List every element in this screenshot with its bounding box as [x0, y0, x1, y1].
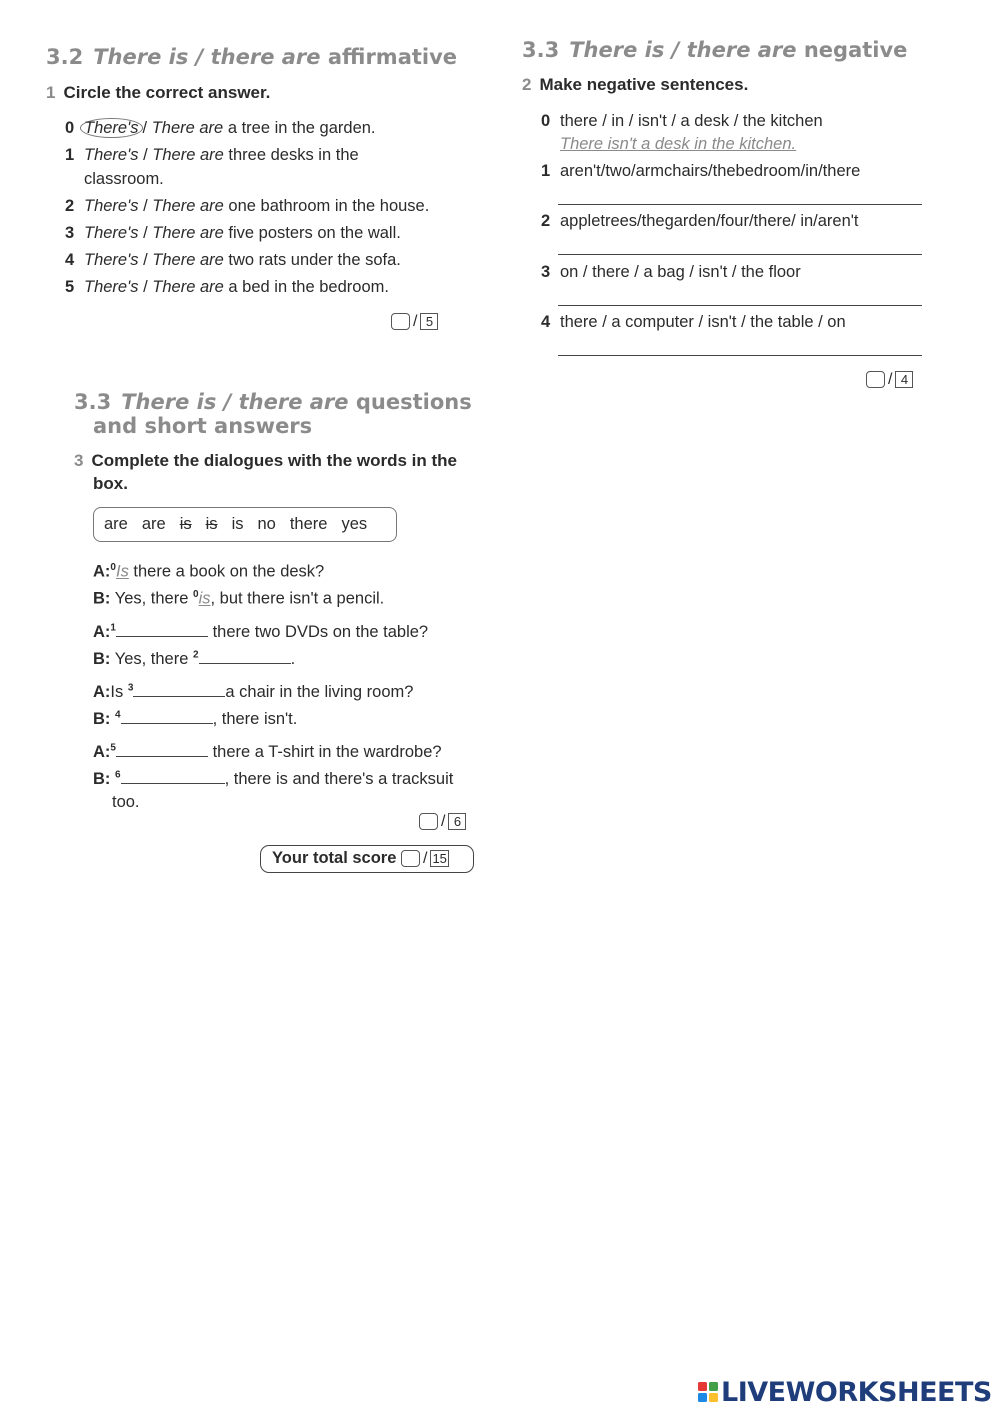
answer-line-1[interactable] — [558, 204, 922, 205]
item-number: 0 — [65, 119, 75, 137]
circle-item-4: 4 There's / There are two rats under the sofa. — [65, 251, 401, 269]
total-score — [401, 850, 449, 867]
negative-item-4 — [541, 313, 846, 332]
dialogue-line-a2 — [93, 682, 413, 702]
speaker-a: A: — [93, 623, 111, 641]
gap-6-input[interactable] — [121, 769, 225, 784]
speaker-a: A: — [93, 683, 111, 701]
circle-item-0: 0 There's / There are a tree in the garden. — [65, 119, 376, 137]
total-score-max: 15 — [432, 851, 447, 867]
negative-item-3 — [541, 263, 801, 282]
item-prompt: there / in / isn't / a desk / the kitchen — [560, 112, 823, 130]
score-input-box[interactable] — [866, 371, 885, 388]
word-chip: are — [141, 515, 166, 533]
item-number: 3 — [541, 263, 551, 281]
section-number: 3.3 — [74, 390, 112, 414]
speaker-b: B: — [93, 589, 111, 608]
dialogue-line-a1 — [93, 622, 428, 642]
gap-5-input[interactable] — [116, 742, 208, 757]
option-b[interactable]: There are — [152, 278, 224, 296]
title-rest: questions — [355, 390, 472, 414]
word-chip: is — [231, 515, 244, 533]
gap-number: 2 — [193, 649, 199, 661]
answer-line-2[interactable] — [558, 254, 922, 255]
dialogue-line-b2 — [93, 709, 297, 729]
circle-item-1: 1 There's / There are three desks in the — [65, 146, 359, 164]
section-title-line-2: and short answers — [93, 414, 313, 438]
score-total: 5 — [420, 313, 438, 330]
score-total: 4 — [895, 371, 913, 388]
option-a-circled[interactable]: There's — [80, 118, 143, 138]
gap-number: 6 — [115, 769, 121, 781]
score-separator: / — [888, 371, 893, 388]
circle-item-2: 2 There's / There are one bathroom in the house. — [65, 197, 430, 215]
item-number: 0 — [541, 112, 551, 130]
dialogue-line-b1 — [93, 649, 295, 669]
instruction-text-continued: box. — [93, 474, 128, 493]
gap-3-input[interactable] — [133, 682, 225, 697]
instruction-text: Make negative sentences. — [539, 75, 749, 94]
option-a[interactable]: There's — [84, 251, 139, 269]
instruction-number: 2 — [522, 75, 532, 94]
logo-text: LIVEWORKSHEETS — [721, 1377, 992, 1408]
total-score-box — [260, 845, 474, 873]
item-number: 3 — [65, 224, 75, 242]
score-total: 6 — [448, 813, 466, 830]
word-chip: yes — [341, 515, 368, 533]
item-number: 2 — [65, 197, 75, 215]
instruction-3 — [74, 451, 457, 471]
option-a[interactable]: There's — [84, 224, 139, 242]
gap-1-input[interactable] — [116, 622, 208, 637]
speaker-b: B: — [93, 710, 111, 728]
gap-number: 3 — [127, 682, 134, 694]
instruction-1 — [46, 83, 270, 103]
speaker-b: B: — [93, 770, 111, 788]
instruction-text: Complete the dialogues with the words in the — [91, 451, 457, 470]
option-a[interactable]: There's — [84, 278, 139, 296]
word-chip: there — [289, 515, 328, 533]
dialogue-line-b0 — [93, 589, 384, 609]
gap-number: 0 — [110, 562, 116, 573]
section-number: 3.2 — [46, 45, 84, 69]
negative-item-2 — [541, 212, 859, 231]
word-chip: no — [257, 515, 276, 533]
dialogue-text-continued: too. — [112, 793, 140, 811]
title-rest: affirmative — [327, 45, 458, 69]
circle-item-5: 5 There's / There are a bed in the bedroom. — [65, 278, 389, 296]
dialogue-text: a chair in the living room? — [225, 683, 414, 701]
section-3-3-questions-title — [74, 390, 472, 415]
item-number: 1 — [541, 162, 551, 180]
instruction-2 — [522, 75, 748, 95]
item-text: one bathroom in the house. — [228, 197, 430, 215]
instruction-number: 3 — [74, 451, 84, 470]
item-number: 4 — [541, 313, 551, 331]
option-b[interactable]: There are — [152, 224, 224, 242]
dialogue-text: Yes, there — [110, 650, 193, 668]
word-box — [93, 507, 397, 542]
total-score-label: Your total score — [272, 849, 397, 867]
dialogue-text: , but there isn't a pencil. — [210, 589, 385, 608]
dialogue-text: . — [290, 650, 296, 668]
gap-number: 1 — [110, 622, 116, 634]
option-a[interactable]: There's — [84, 197, 139, 215]
score-section-3 — [419, 813, 466, 831]
liveworksheets-logo — [697, 1377, 992, 1408]
item-prompt: aren't/two/armchairs/thebedroom/in/there — [560, 162, 861, 180]
answer-line-3[interactable] — [558, 305, 922, 306]
word-chip-struck: is — [179, 515, 192, 533]
dialogue-line-b3 — [93, 769, 453, 789]
dialogue-line-a0 — [93, 562, 324, 582]
speaker-a: A: — [93, 743, 111, 761]
gap-number: 4 — [115, 709, 121, 721]
score-section-2 — [866, 371, 913, 389]
dialogue-text: there two DVDs on the table? — [207, 623, 429, 641]
negative-item-1 — [541, 162, 860, 181]
dialogue-text: Yes, there — [110, 589, 193, 608]
instruction-number: 1 — [46, 83, 56, 102]
item-text: a tree in the garden. — [227, 119, 376, 137]
item-text: three desks in the — [228, 146, 359, 164]
speaker-a: A: — [93, 562, 111, 581]
word-chip-struck: is — [205, 515, 218, 533]
item-prompt: there / a computer / isn't / the table / on — [560, 313, 846, 331]
section-3-3-negative-title — [522, 38, 907, 63]
instruction-text: Circle the correct answer. — [63, 83, 271, 102]
score-input-box[interactable] — [391, 313, 410, 330]
option-b[interactable]: There are — [152, 146, 224, 164]
speaker-b: B: — [93, 650, 111, 668]
gap-2-input[interactable] — [199, 649, 291, 664]
item-number: 4 — [65, 251, 75, 269]
title-italic: There is / there are — [93, 45, 321, 69]
liveworksheets-logo-icon — [697, 1381, 719, 1403]
word-chip: are — [104, 515, 128, 533]
option-b[interactable]: There are — [152, 197, 224, 215]
option-a[interactable]: There's — [84, 146, 139, 164]
title-italic: There is / there are — [121, 390, 349, 414]
title-rest: negative — [803, 38, 908, 62]
gap-number: 0 — [193, 589, 199, 600]
gap-4-input[interactable] — [121, 709, 213, 724]
example-fill: Is — [115, 562, 129, 581]
answer-line-4[interactable] — [558, 355, 922, 356]
dialogue-text: Is — [110, 683, 128, 701]
section-3-2-title — [46, 45, 457, 70]
section-number: 3.3 — [522, 38, 560, 62]
negative-item-0 — [541, 112, 823, 131]
item-number: 5 — [65, 278, 75, 296]
option-b[interactable]: There are — [152, 251, 224, 269]
score-separator: / — [422, 850, 428, 867]
option-b[interactable]: There are — [151, 119, 224, 137]
item-text: five posters on the wall. — [228, 224, 401, 242]
dialogue-text: there a T-shirt in the wardrobe? — [207, 743, 442, 761]
item-number: 2 — [541, 212, 551, 230]
score-separator: / — [413, 313, 418, 330]
item-text-continued: classroom. — [84, 170, 164, 188]
score-section-1 — [391, 313, 438, 331]
dialogue-line-a3 — [93, 742, 442, 762]
item-text: two rats under the sofa. — [228, 251, 401, 269]
example-fill: is — [198, 589, 211, 608]
item-prompt: appletrees/thegarden/four/there/ in/aren't — [560, 212, 859, 230]
dialogue-text: , there is and there's a tracksuit — [224, 770, 454, 788]
item-number: 1 — [65, 146, 75, 164]
item-prompt: on / there / a bag / isn't / the floor — [560, 263, 801, 281]
gap-number: 5 — [110, 742, 116, 754]
score-separator: / — [441, 813, 446, 830]
score-input-box[interactable] — [419, 813, 438, 830]
total-score-input[interactable] — [401, 850, 420, 867]
dialogue-text: there a book on the desk? — [128, 562, 325, 581]
item-text: a bed in the bedroom. — [228, 278, 389, 296]
dialogue-text: , there isn't. — [212, 710, 298, 728]
circle-item-3: 3 There's / There are five posters on the wall. — [65, 224, 401, 242]
example-answer: There isn't a desk in the kitchen. — [560, 135, 797, 153]
title-italic: There is / there are — [569, 38, 797, 62]
